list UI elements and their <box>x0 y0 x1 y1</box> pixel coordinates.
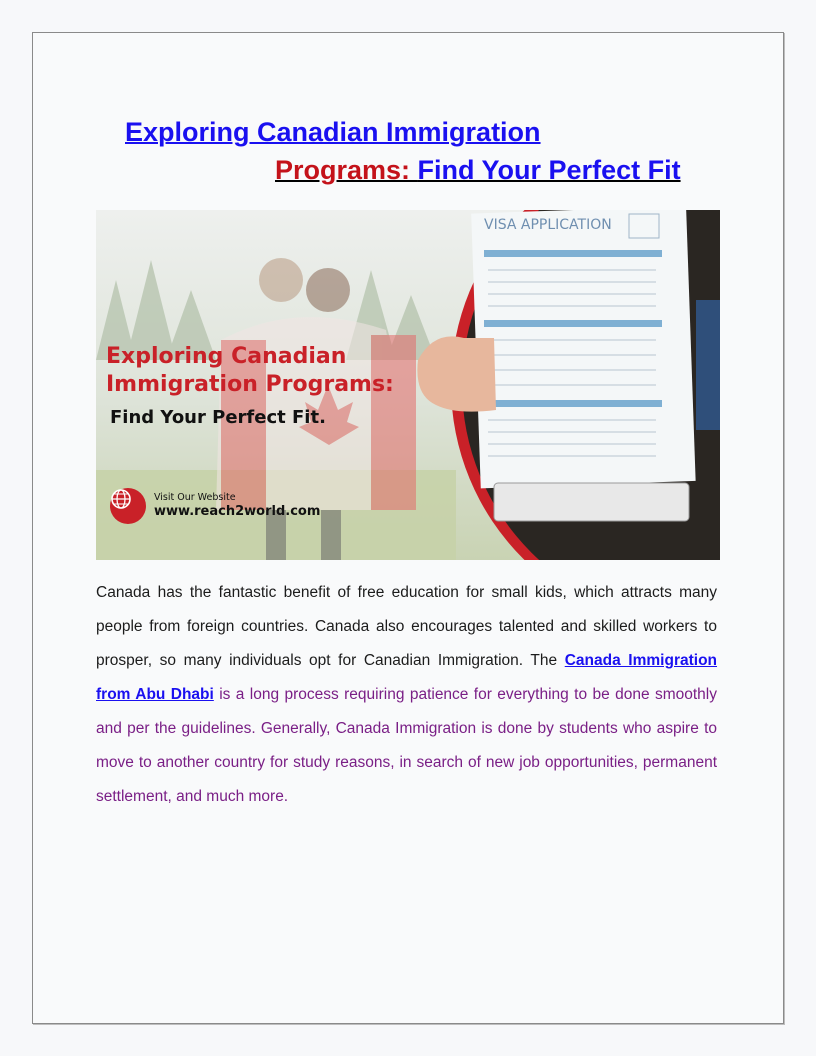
globe-icon <box>110 488 146 524</box>
form-title: VISA APPLICATION <box>484 217 612 233</box>
title-blue-part: Find Your Perfect Fit <box>417 155 681 185</box>
title-line-2 <box>275 155 681 186</box>
title-red-part: Programs: <box>275 155 418 185</box>
paragraph-continuation: is a long process requiring patience for everything to be done smoothly and per the guidelines. Generally, Canada Immigration is done by students who aspire to move to another country for study reasons, in search of new job opportunities, permanent settlement, and much more. <box>96 686 717 805</box>
banner-subheading: Find Your Perfect Fit. <box>110 407 326 428</box>
banner-heading-line-1: Exploring Canadian <box>106 344 347 369</box>
paragraph-intro: Canada has the fantastic benefit of free education for small kids, which attracts many people from foreign countries. Canada also encourages talented and skilled workers to prosper, so many individuals opt for Canadian Immigration. The <box>96 584 717 669</box>
abu-dhabi-immigration-link[interactable]: Canada Immigration from Abu Dhabi <box>96 652 718 703</box>
banner-heading-line-2: Immigration Programs: <box>106 372 394 397</box>
banner-image <box>96 210 720 560</box>
body-paragraph <box>96 576 717 814</box>
visit-label: Visit Our Website <box>154 492 236 503</box>
title-line-1: Exploring Canadian Immigration <box>125 117 541 147</box>
visit-url: www.reach2world.com <box>154 504 321 519</box>
document-page <box>32 32 784 1024</box>
